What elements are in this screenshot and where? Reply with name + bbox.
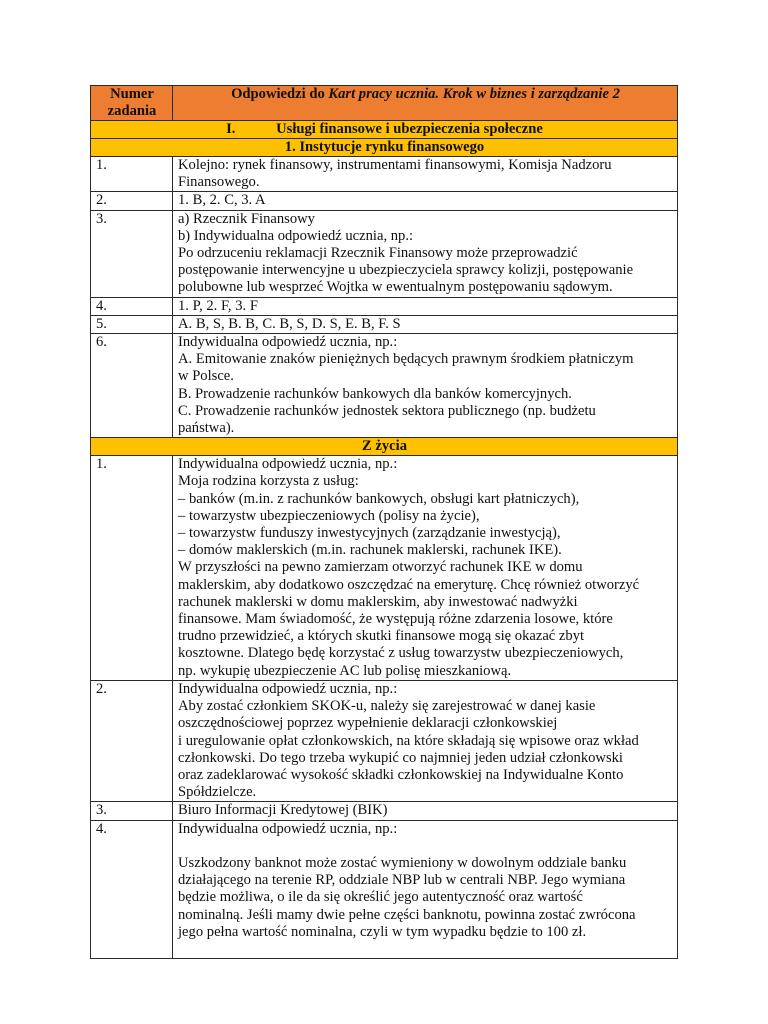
- header-title-prefix: Odpowiedzi do: [231, 86, 329, 102]
- answer-line: A. Emitowanie znaków pieniężnych będących prawnym środkiem płatniczym: [178, 351, 634, 368]
- header-number-column: Numer zadania: [91, 86, 173, 121]
- answer-line: Finansowego.: [178, 174, 260, 191]
- answer-cell: [173, 680, 678, 801]
- table-row: [91, 315, 678, 333]
- subsection-heading-row: [91, 438, 678, 456]
- document-page: [90, 85, 677, 959]
- task-number: 4.: [91, 297, 173, 315]
- table-row: [91, 680, 678, 801]
- answer-line: trudno przewidzieć, a których skutki finansowe mogą się okazać zbyt: [178, 628, 585, 645]
- answer-line: Indywidualna odpowiedź ucznia, np.:: [178, 456, 398, 473]
- answer-line: Biuro Informacji Kredytowej (BIK): [178, 802, 388, 819]
- table-row: [91, 210, 678, 297]
- answer-line: np. wykupię ubezpieczenie AC lub polisę mieszkaniową.: [178, 662, 512, 679]
- task-number: 5.: [91, 315, 173, 333]
- answer-line: b) Indywidualna odpowiedź ucznia, np.:: [178, 227, 414, 244]
- table-row: [91, 820, 678, 958]
- answer-line: W przyszłości na pewno zamierzam otworzyć rachunek IKE w domu: [178, 559, 583, 576]
- answer-line: kosztowne. Dlatego będę korzystać z usług towarzystw ubezpieczeniowych,: [178, 645, 624, 662]
- answer-line: C. Prowadzenie rachunków jednostek sektora publicznego (np. budżetu: [178, 402, 596, 419]
- answer-line: Moja rodzina korzysta z usług:: [178, 473, 359, 490]
- answer-line: oszczędnościowej poprzez wypełnienie deklaracji członkowskiej: [178, 715, 558, 732]
- answer-line: rachunek maklerski w domu maklerskim, aby inwestować nadwyżki: [178, 593, 578, 610]
- table-row: [91, 456, 678, 681]
- answer-cell: [173, 192, 678, 210]
- answer-line: – banków (m.in. z rachunków bankowych, obsługi kart płatniczych),: [178, 490, 580, 507]
- table-row: [91, 334, 678, 438]
- subsection-heading: 1. Instytucje rynku finansowego: [91, 139, 678, 157]
- section-heading-row: [91, 121, 678, 139]
- blank-line: [178, 941, 673, 958]
- answer-line: A. B, S, B. B, C. B, S, D. S, E. B, F. S: [178, 315, 401, 332]
- answer-line: finansowe. Mam świadomość, że występują różne zdarzenia losowe, które: [178, 611, 613, 628]
- task-number: 4.: [91, 820, 173, 958]
- answer-line: 1. P, 2. F, 3. F: [178, 297, 258, 314]
- answer-line: – towarzystw funduszy inwestycyjnych (zarządzanie inwestycją),: [178, 525, 561, 542]
- table-row: [91, 802, 678, 820]
- answer-line: Uszkodzony banknot może zostać wymieniony w dowolnym oddziale banku: [178, 854, 627, 871]
- task-number: 3.: [91, 802, 173, 820]
- answer-cell: [173, 315, 678, 333]
- answer-line: Indywidualna odpowiedź ucznia, np.:: [178, 680, 398, 697]
- answer-cell: [173, 334, 678, 438]
- answer-line: jego pełna wartość nominalna, czyli w tym wypadku będzie to 100 zł.: [178, 923, 587, 940]
- answer-line: – domów maklerskich (m.in. rachunek maklerski, rachunek IKE).: [178, 542, 562, 559]
- table-row: [91, 157, 678, 192]
- task-number: 6.: [91, 334, 173, 438]
- section-title: Usługi finansowe i ubezpieczenia społeczne: [276, 121, 543, 137]
- answer-cell: [173, 157, 678, 192]
- task-number: 1.: [91, 456, 173, 681]
- answers-table: [90, 85, 678, 959]
- section-numeral: I.: [226, 121, 236, 137]
- answer-line: 1. B, 2. C, 3. A: [178, 192, 266, 209]
- subsection-heading: Z życia: [91, 438, 678, 456]
- blank-line: [178, 838, 673, 855]
- answer-cell: [173, 210, 678, 297]
- subsection-heading-row: [91, 139, 678, 157]
- answer-line: działającego na terenie RP, oddziale NBP lub w centrali NBP. Jego wymiana: [178, 872, 626, 889]
- task-number: 2.: [91, 192, 173, 210]
- answer-cell: [173, 820, 678, 958]
- answer-line: państwa).: [178, 420, 235, 437]
- answer-line: Aby zostać członkiem SKOK-u, należy się zarejestrować w danej kasie: [178, 698, 596, 715]
- section-heading: [91, 121, 678, 139]
- answer-line: oraz zadeklarować wysokość składki członkowskiej na Indywidualne Konto: [178, 766, 624, 783]
- answer-line: Spółdzielcze.: [178, 784, 257, 801]
- answer-line: polubowne lub wesprzeć Wojtka w ewentualnym postępowaniu sądowym.: [178, 279, 613, 296]
- answer-line: Indywidualna odpowiedź ucznia, np.:: [178, 820, 398, 837]
- answer-line: Kolejno: rynek finansowy, instrumentami finansowymi, Komisja Nadzoru: [178, 157, 612, 173]
- answer-line: a) Rzecznik Finansowy: [178, 210, 315, 227]
- table-row: [91, 192, 678, 210]
- task-number: 3.: [91, 210, 173, 297]
- answer-line: będzie możliwa, o ile da się określić jego autentyczność oraz wartość: [178, 889, 583, 906]
- task-number: 1.: [91, 157, 173, 192]
- answer-line: nominalną. Jeśli mamy dwie pełne części banknotu, powinna zostać zwrócona: [178, 906, 636, 923]
- answer-line: Po odrzuceniu reklamacji Rzecznik Finansowy może przeprowadzić: [178, 245, 578, 262]
- answer-line: Indywidualna odpowiedź ucznia, np.:: [178, 334, 398, 351]
- answer-line: B. Prowadzenie rachunków bankowych dla banków komercyjnych.: [178, 385, 572, 402]
- task-number: 2.: [91, 680, 173, 801]
- answer-line: i uregulowanie opłat członkowskich, na które składają się wpisowe oraz wkład: [178, 732, 639, 749]
- answer-cell: [173, 802, 678, 820]
- answer-line: postępowanie interwencyjne u ubezpieczyciela sprawcy kolizji, postępowanie: [178, 262, 634, 279]
- answer-line: – towarzystw ubezpieczeniowych (polisy na życie),: [178, 507, 480, 524]
- answer-line: w Polsce.: [178, 368, 234, 385]
- answer-line: maklerskim, aby dodatkowo oszczędzać na emeryturę. Chcę również otworzyć: [178, 576, 640, 593]
- header-title-italic: Kart pracy ucznia. Krok w biznes i zarządzanie 2: [328, 86, 620, 102]
- table-row: [91, 297, 678, 315]
- header-title: [173, 86, 678, 121]
- answer-cell: [173, 297, 678, 315]
- answer-cell: [173, 456, 678, 681]
- answer-line: członkowski. Do tego trzeba wykupić co najmniej jeden udział członkowski: [178, 749, 623, 766]
- table-header-row: [91, 86, 678, 121]
